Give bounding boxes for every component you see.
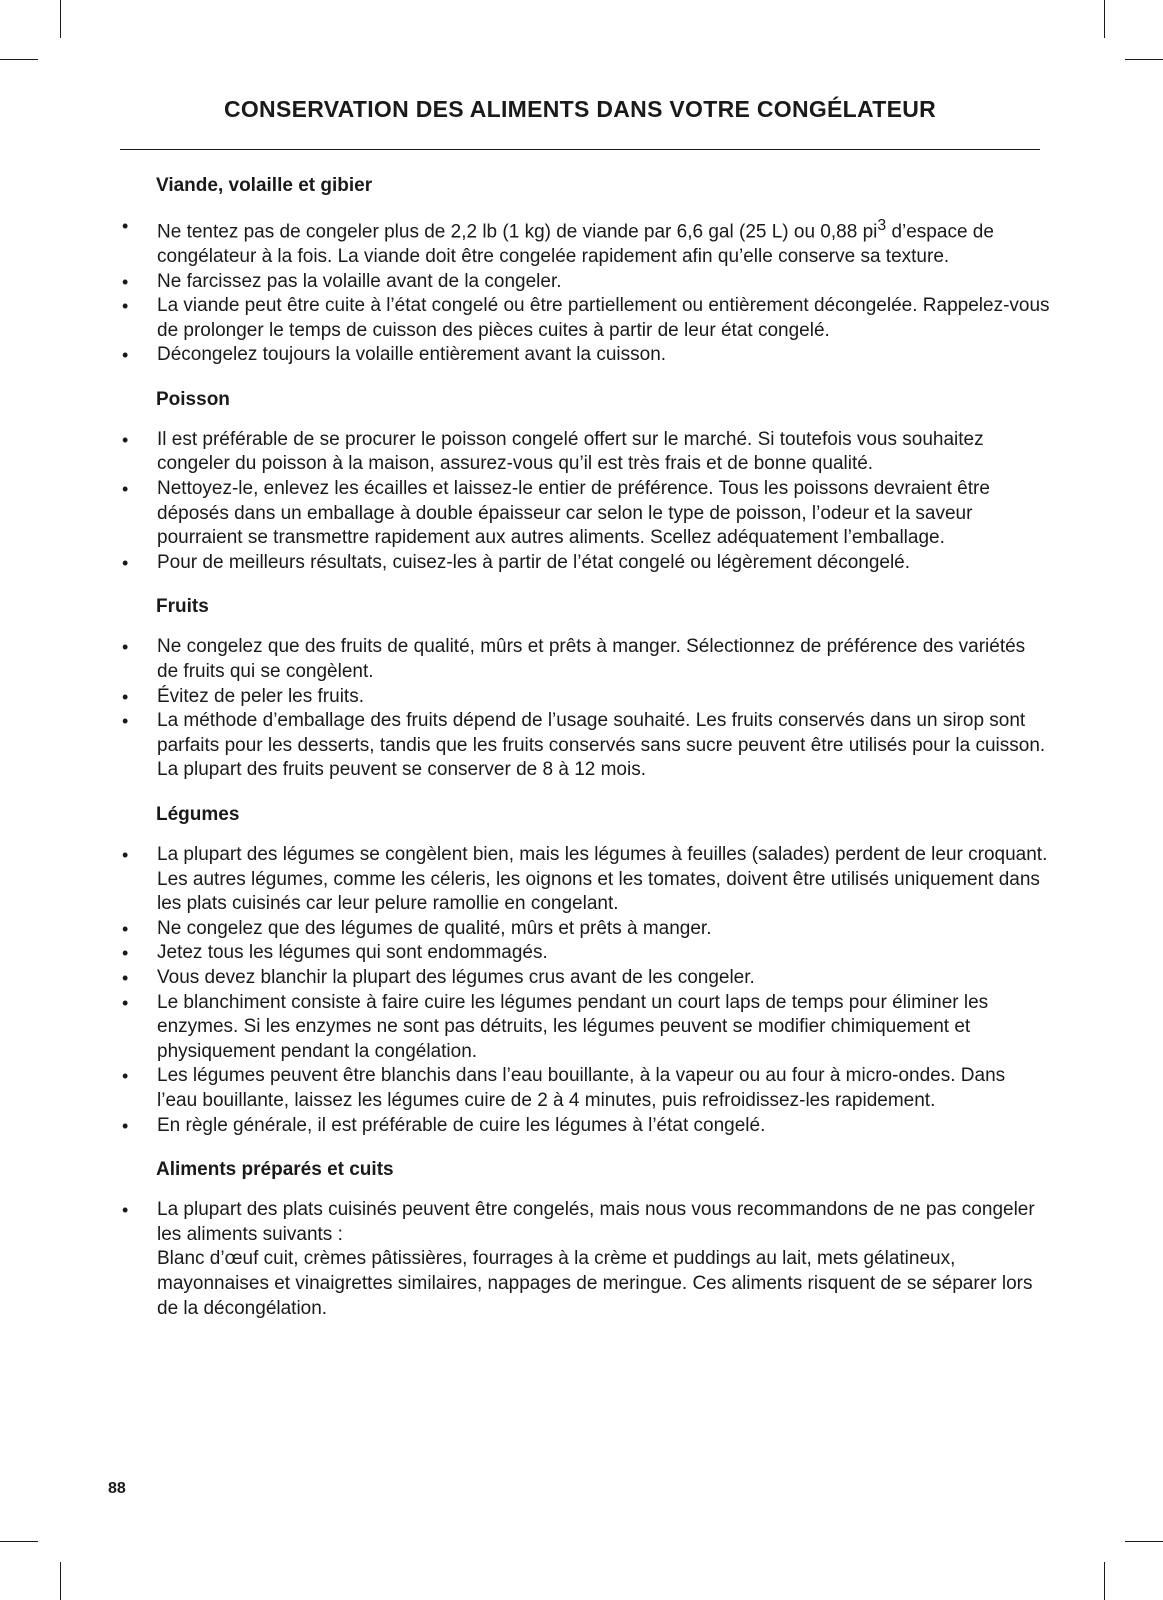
list-item — [120, 270, 1050, 295]
list-item-text: Nettoyez-le, enlevez les écailles et laissez-le entier de préférence. Tous les poissons devraient être déposés dans un emballage à double épaisseur car selon le type de poisson, l’odeur et la saveur pourraient se transmettre rapidement aux autres aliments. Scellez adéquatement l’emballage. — [157, 478, 990, 549]
bullet-icon: • — [122, 637, 129, 658]
bullet-icon: • — [122, 296, 129, 317]
superscript: 3 — [877, 217, 887, 234]
bullet-icon: • — [122, 345, 129, 366]
list-item-text: Ne congelez que des légumes de qualité, mûrs et prêts à manger. — [157, 917, 712, 939]
bullet-icon: • — [122, 918, 129, 939]
bullet-icon: • — [122, 1066, 129, 1087]
list-item-text: La plupart des plats cuisinés peuvent être congelés, mais nous vous recommandons de ne pas congeler les aliments suivants : — [157, 1199, 1035, 1245]
list-item — [120, 966, 1050, 991]
title-divider — [120, 149, 1040, 150]
crop-mark-bottom-left-horizontal — [0, 1541, 38, 1542]
list-item — [120, 551, 1050, 576]
bullet-list — [120, 1198, 1050, 1321]
list-item — [120, 709, 1050, 783]
list-item-text: Pour de meilleurs résultats, cuisez-les à partir de l’état congelé ou légèrement décongelé. — [157, 551, 911, 573]
bullet-icon: • — [122, 552, 129, 573]
crop-mark-bottom-left-vertical — [60, 1562, 61, 1600]
page-title: CONSERVATION DES ALIMENTS DANS VOTRE CONGÉLATEUR — [223, 96, 937, 122]
list-item — [120, 477, 1050, 551]
list-item — [120, 343, 1050, 368]
crop-mark-top-right-vertical — [1104, 0, 1105, 38]
bullet-icon: • — [122, 1115, 129, 1136]
list-item-text: La méthode d’emballage des fruits dépend de l’usage souhaité. Les fruits conservés dans un sirop sont parfaits pour les desserts, tandis que les fruits conservés sans sucre peuvent être utilisés pour la cuisson. La plupart des fruits peuvent se conserver de 8 à 12 mois. — [157, 710, 1046, 781]
crop-mark-top-right-horizontal — [1125, 59, 1163, 60]
list-item — [120, 1114, 1050, 1139]
list-item — [120, 1064, 1050, 1113]
bullet-icon: • — [122, 711, 129, 732]
list-item — [120, 843, 1050, 917]
bullet-icon: • — [122, 271, 129, 292]
list-item-text: Ne congelez que des fruits de qualité, mûrs et prêts à manger. Sélectionnez de préférence des variétés de fruits qui se congèlent. — [157, 636, 1026, 683]
bullet-icon: • — [122, 429, 129, 450]
section-heading: Fruits — [156, 596, 209, 618]
bullet-list — [120, 428, 1050, 576]
list-item — [120, 428, 1050, 477]
crop-mark-bottom-right-vertical — [1104, 1562, 1105, 1600]
bullet-icon: • — [122, 686, 129, 707]
list-item — [120, 214, 1050, 270]
crop-mark-top-left-vertical — [60, 0, 61, 38]
section-heading: Poisson — [156, 388, 230, 410]
list-item-text: Vous devez blanchir la plupart des légumes crus avant de les congeler. — [157, 966, 755, 988]
bullet-icon: • — [122, 845, 129, 866]
bullet-icon: • — [122, 992, 129, 1013]
list-item — [120, 991, 1050, 1065]
section-heading: Viande, volaille et gibier — [156, 175, 373, 196]
list-item-text: Le blanchiment consiste à faire cuire les légumes pendant un court laps de temps pour éliminer les enzymes. Si les enzymes ne sont pas détruits, les légumes peuvent se modifier chimiquement et physiquement pendant la congélation. — [157, 991, 989, 1062]
section-heading: Légumes — [156, 804, 240, 826]
list-item-text: En règle générale, il est préférable de cuire les légumes à l’état congelé. — [157, 1114, 766, 1136]
list-item-text: Les légumes peuvent être blanchis dans l’eau bouillante, à la vapeur ou au four à micro-ondes. Dans l’eau bouillante, laissez les légumes cuire de 2 à 4 minutes, puis refroidissez-les rapidement. — [157, 1065, 1006, 1111]
section-heading: Aliments préparés et cuits — [156, 1159, 394, 1181]
bullet-list — [120, 214, 1050, 368]
page-number: 88 — [108, 1480, 126, 1497]
list-item-text: La viande peut être cuite à l’état congelé ou être partiellement ou entièrement décongelée. Rappelez-vous de prolonger le temps de cuisson des pièces cuites à partir de leur état congelé. — [157, 295, 1050, 341]
list-item-text: Évitez de peler les fruits. — [157, 685, 364, 707]
document-body — [120, 172, 1050, 1339]
bullet-icon: • — [122, 479, 129, 500]
list-item — [120, 635, 1050, 684]
bullet-icon: • — [122, 216, 129, 236]
list-item — [120, 685, 1050, 710]
list-item-text: Jetez tous les légumes qui sont endommagés. — [157, 942, 548, 964]
list-item — [120, 941, 1050, 966]
crop-mark-top-left-horizontal — [0, 59, 38, 60]
list-item — [120, 917, 1050, 942]
bullet-icon: • — [122, 943, 129, 964]
list-item-text: La plupart des légumes se congèlent bien, mais les légumes à feuilles (salades) perdent de leur croquant. Les autres légumes, comme les céleris, les oignons et les tomates, doivent être utilisés uniquement dans les plats cuisinés car leur pelure ramollie en congelant. — [157, 844, 1048, 915]
list-item-text: Il est préférable de se procurer le poisson congelé offert sur le marché. Si toutefois vous souhaitez congeler du poisson à la maison, assurez-vous qu’il est très frais et de bonne qualité. — [157, 428, 984, 475]
list-item — [120, 1198, 1050, 1321]
bullet-icon: • — [122, 967, 129, 988]
list-item-text: Ne farcissez pas la volaille avant de la congeler. — [157, 270, 562, 292]
list-item-text: Ne tentez pas de congeler plus de 2,2 lb (1 kg) de viande par 6,6 gal (25 L) ou 0,88 pi — [157, 221, 878, 243]
bullet-list — [120, 843, 1050, 1138]
bullet-icon: • — [122, 1200, 129, 1221]
list-item-text-continued: d’espace de congélateur à la fois. La viande doit être congelée rapidement afin qu’elle conserve sa texture. — [157, 221, 994, 267]
crop-mark-bottom-right-horizontal — [1125, 1541, 1163, 1542]
list-item-continuation: Blanc d’œuf cuit, crèmes pâtissières, fourrages à la crème et puddings au lait, mets gélatineux, mayonnaises et vinaigrettes similaires, nappages de meringue. Ces aliments risquent de se séparer lors de la décongélation. — [157, 1248, 1033, 1319]
list-item — [120, 294, 1050, 343]
list-item-text: Décongelez toujours la volaille entièrement avant la cuisson. — [157, 344, 667, 366]
bullet-list — [120, 635, 1050, 783]
